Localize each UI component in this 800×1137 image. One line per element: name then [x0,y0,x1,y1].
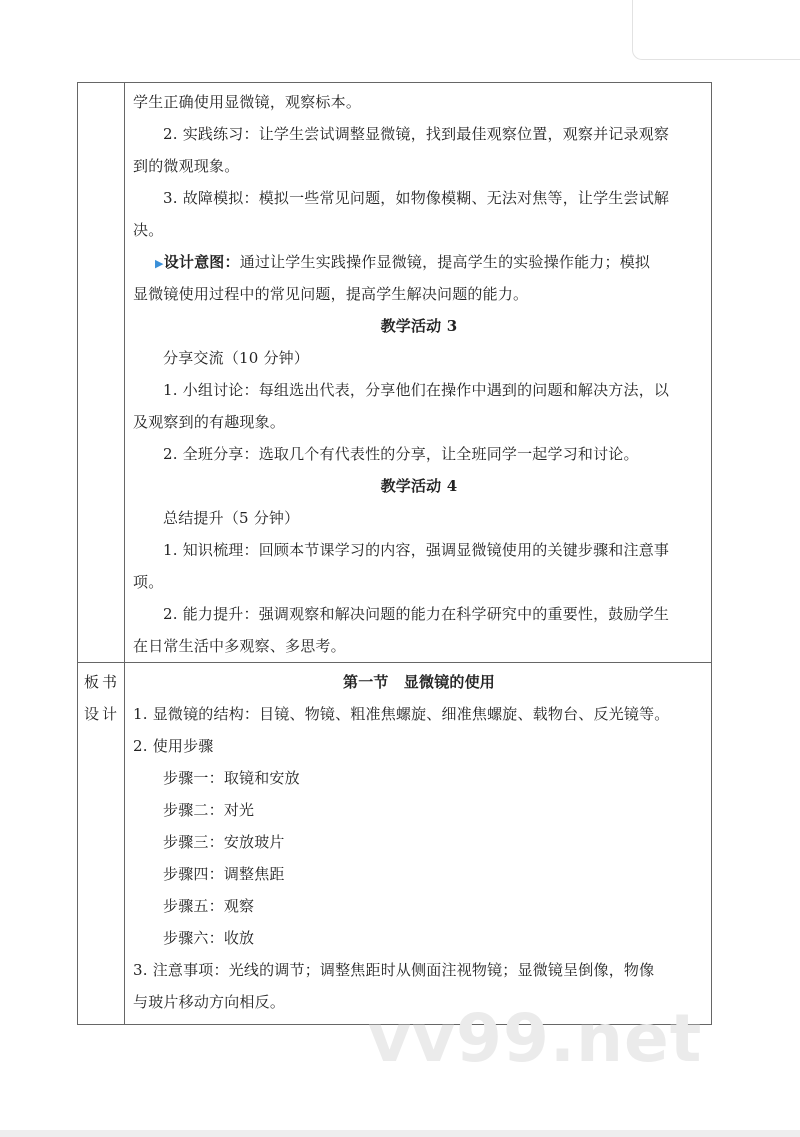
bottom-bar [0,1130,800,1137]
step-item: 步骤一：取镜和安放 [163,769,300,787]
text-line: 项。 [133,573,164,591]
table-row-activities [78,83,712,663]
board-item: 1. 显微镜的结构：目镜、物镜、粗准焦螺旋、细准焦螺旋、载物台、反光镜等。 [133,705,670,723]
activity-4-heading: 教学活动 4 [380,477,458,495]
triangle-bullet-icon: ▶ [155,257,164,270]
text-line: 决。 [133,221,164,239]
side-label: 板书 [84,673,121,691]
text-line: 分享交流（10 分钟） [163,349,310,367]
text-line: 总结提升（5 分钟） [163,509,300,527]
content-cell-board-design [125,663,712,1025]
board-item: 3. 注意事项：光线的调节；调整焦距时从侧面注视物镜；显微镜呈倒像，物像 [133,961,655,979]
side-label: 设计 [84,705,121,723]
intent-text: 通过让学生实践操作显微镜，提高学生的实验操作能力；模拟 [239,253,651,271]
step-item: 步骤六：收放 [163,929,255,947]
side-cell-board-design [78,663,125,1025]
lesson-plan-table [77,82,712,1025]
side-cell-empty [78,83,125,663]
text-line: 2. 能力提升：强调观察和解决问题的能力在科学研究中的重要性，鼓励学生 [163,605,670,623]
step-item: 步骤二：对光 [163,801,255,819]
step-item: 步骤三：安放玻片 [163,833,285,851]
text-line: 1. 小组讨论：每组选出代表，分享他们在操作中遇到的问题和解决方法，以 [163,381,670,399]
activity-3-heading: 教学活动 3 [380,317,458,335]
content-cell-activities [125,83,712,663]
text-line: 2. 全班分享：选取几个有代表性的分享，让全班同学一起学习和讨论。 [163,445,639,463]
table-row-board-design [78,663,712,1025]
design-intent [133,246,705,278]
watermark: vv99.net [368,1000,703,1077]
text-line: 与玻片移动方向相反。 [133,993,286,1011]
step-item: 步骤五：观察 [163,897,255,915]
text-line: 及观察到的有趣现象。 [133,413,286,431]
corner-panel [632,0,800,60]
intent-label: 设计意图： [163,253,240,271]
text-line: 显微镜使用过程中的常见问题，提高学生解决问题的能力。 [133,285,529,303]
text-line: 到的微观现象。 [133,157,240,175]
text-line: 2. 实践练习：让学生尝试调整显微镜，找到最佳观察位置，观察并记录观察 [163,125,670,143]
text-line: 学生正确使用显微镜，观察标本。 [133,93,362,111]
board-title: 第一节 显微镜的使用 [343,673,496,691]
text-line: 在日常生活中多观察、多思考。 [133,637,346,655]
board-item: 2. 使用步骤 [133,737,214,755]
text-line: 1. 知识梳理：回顾本节课学习的内容，强调显微镜使用的关键步骤和注意事 [163,541,670,559]
text-line: 3. 故障模拟：模拟一些常见问题，如物像模糊、无法对焦等，让学生尝试解 [163,189,670,207]
step-item: 步骤四：调整焦距 [163,865,285,883]
